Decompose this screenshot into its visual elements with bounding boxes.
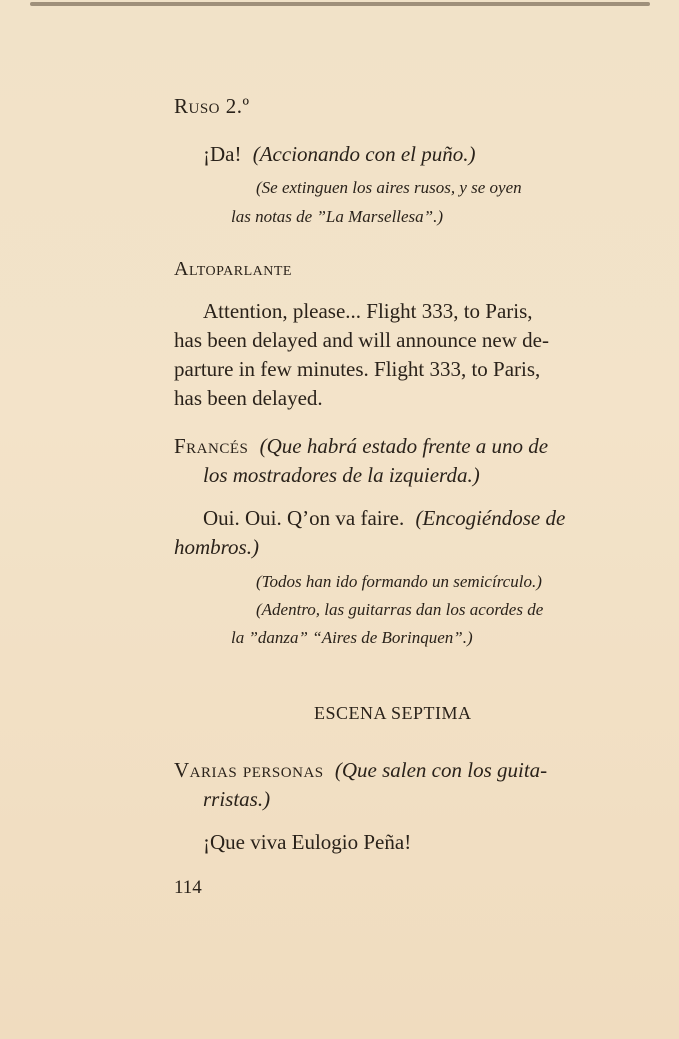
dialogue-line: Attention, please... Flight 333, to Paris, xyxy=(203,299,533,323)
page-top-edge xyxy=(30,2,650,6)
stage-direction: (Que habrá estado frente a uno de xyxy=(259,434,549,458)
stage-direction-line: los mostradores de la izquierda.) xyxy=(203,463,480,487)
stage-direction-line: (Todos han ido formando un semicírculo.) xyxy=(256,572,542,591)
stage-direction: (Encogiéndose de xyxy=(415,506,566,530)
dialogue-text: Oui. Oui. Q’on va faire. xyxy=(203,506,405,530)
stage-direction-line: (Se extinguen los aires rusos, y se oyen xyxy=(256,178,522,197)
dialogue-varias: ¡Que viva Eulogio Peña! xyxy=(203,830,412,854)
speaker-frances: Francés xyxy=(174,434,249,458)
stage-direction-line: (Adentro, las guitarras dan los acordes de xyxy=(256,600,544,619)
speaker-ruso: Ruso 2.º xyxy=(174,94,250,118)
dialogue-line: has been delayed. xyxy=(174,386,323,410)
stage-direction-line: rristas.) xyxy=(203,787,271,811)
dialogue-frances xyxy=(203,504,565,532)
speaker-varias: Varias personas xyxy=(174,758,324,782)
dialogue-ruso xyxy=(203,140,476,168)
dialogue-line: has been delayed and will announce new de- xyxy=(174,328,549,352)
page-number: 114 xyxy=(174,877,202,898)
scene-title: ESCENA SEPTIMA xyxy=(314,703,472,723)
dialogue-text: ¡Da! xyxy=(203,142,242,166)
stage-direction: (Que salen con los guita- xyxy=(334,758,548,782)
stage-direction: (Accionando con el puño.) xyxy=(252,142,476,166)
stage-direction-line: las notas de ”La Marsellesa”.) xyxy=(231,207,444,226)
speaker-altoparlante: Altoparlante xyxy=(174,258,292,280)
stage-direction-line: hombros.) xyxy=(174,535,259,559)
dialogue-line: parture in few minutes. Flight 333, to Paris, xyxy=(174,357,541,381)
stage-direction-line: la ”danza” “Aires de Borinquen”.) xyxy=(231,628,473,647)
speaker-varias-row xyxy=(174,756,547,784)
speaker-frances-row xyxy=(174,432,548,460)
